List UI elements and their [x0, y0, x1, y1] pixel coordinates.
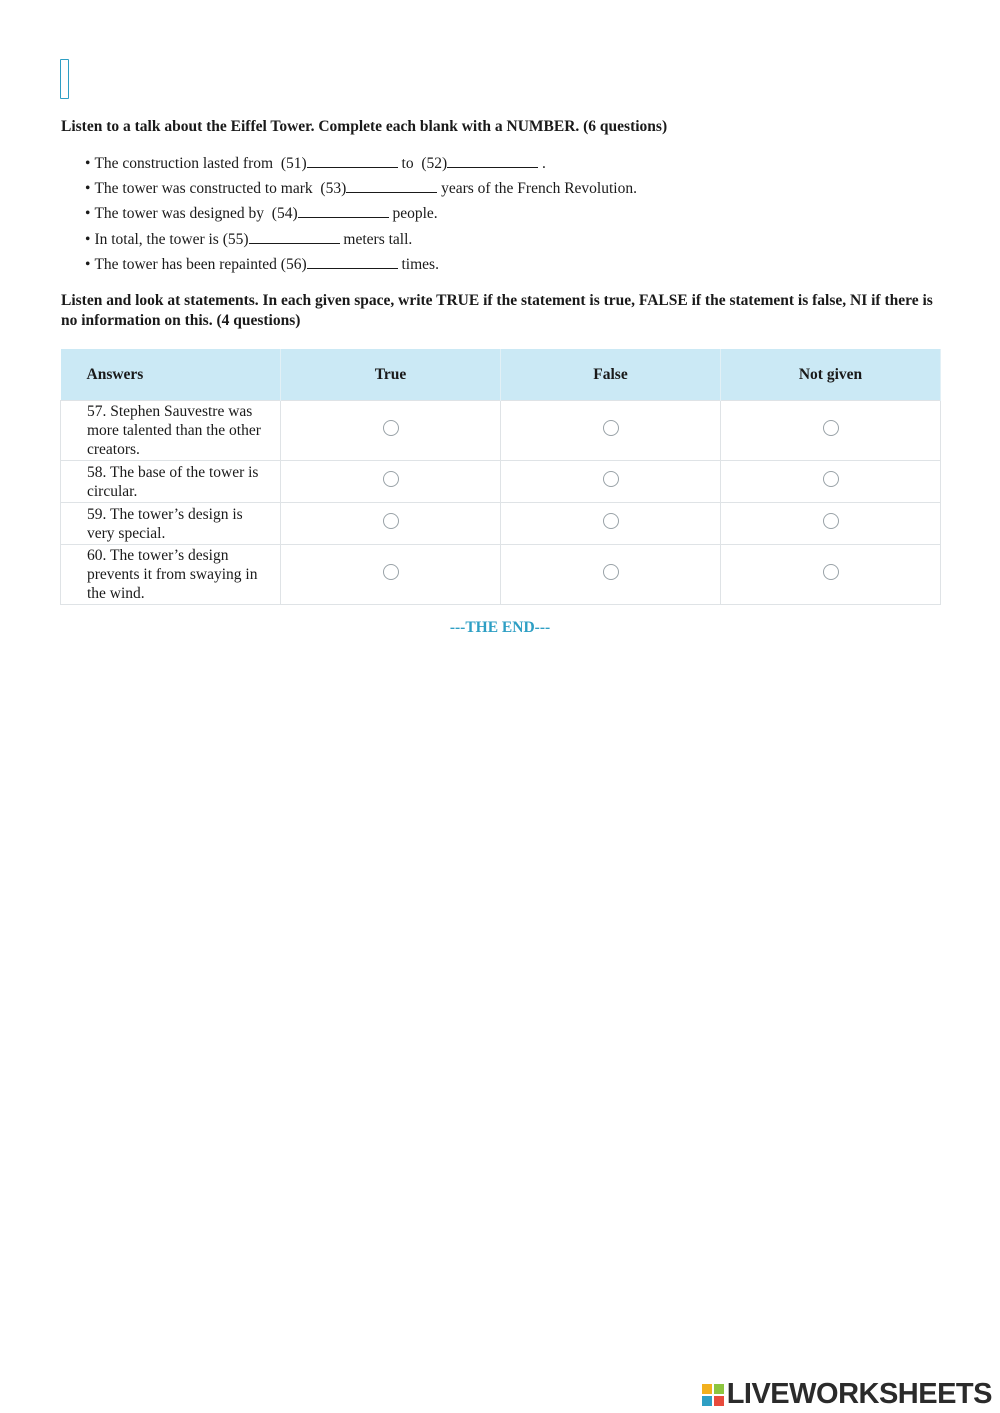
- cell: [721, 401, 941, 461]
- column-header-false: False: [501, 349, 721, 401]
- table-row: [61, 503, 941, 545]
- item-text: In total, the tower is (55): [94, 230, 249, 248]
- bullet-icon: •: [85, 155, 91, 172]
- cell: [501, 401, 721, 461]
- the-end-text: ---THE END---: [449, 619, 551, 636]
- radio-60-not-given[interactable]: [823, 564, 839, 580]
- radio-58-true[interactable]: [383, 471, 399, 487]
- blank-54[interactable]: [298, 203, 389, 218]
- list-item: [85, 176, 637, 201]
- column-header-not-given: Not given: [721, 349, 941, 401]
- item-text: to (52): [397, 155, 448, 172]
- column-header-answers: Answers: [61, 349, 281, 401]
- radio-59-false[interactable]: [603, 513, 619, 529]
- item-text: The tower has been repainted (56): [94, 255, 307, 273]
- section1-heading: Listen to a talk about the Eiffel Tower. Complete each blank with a NUMBER. (6 questions): [61, 118, 668, 135]
- cell: [721, 503, 941, 545]
- radio-58-not-given[interactable]: [823, 471, 839, 487]
- blank-52[interactable]: [447, 153, 538, 168]
- statement-60: 60. The tower’s design prevents it from swaying in the wind.: [61, 545, 281, 605]
- cell: [501, 545, 721, 605]
- cell: [721, 545, 941, 605]
- blank-55[interactable]: [249, 229, 340, 244]
- item-text: years of the French Revolution.: [437, 180, 637, 198]
- item-text: people.: [388, 205, 438, 223]
- item-text: The tower was designed by (54): [94, 205, 298, 223]
- logo-mark-icon: [702, 1384, 724, 1406]
- list-item: [85, 151, 637, 176]
- list-item: [85, 227, 637, 252]
- table-row: [61, 401, 941, 461]
- item-text: .: [538, 155, 546, 172]
- radio-57-true[interactable]: [383, 420, 399, 436]
- radio-58-false[interactable]: [603, 471, 619, 487]
- list-item: [85, 201, 637, 226]
- item-text: times.: [397, 255, 439, 273]
- radio-57-not-given[interactable]: [823, 420, 839, 436]
- table-header-row: [61, 349, 941, 401]
- radio-60-false[interactable]: [603, 564, 619, 580]
- blank-56[interactable]: [307, 254, 398, 269]
- cell: [281, 401, 501, 461]
- item-text: meters tall.: [339, 230, 413, 248]
- radio-59-true[interactable]: [383, 513, 399, 529]
- table-row: [61, 545, 941, 605]
- section2-heading: Listen and look at statements. In each given space, write TRUE if the statement is true, FALSE if the statement is false, NI if there is no information on this. (4 questions): [61, 292, 933, 329]
- column-header-true: True: [281, 349, 501, 401]
- statement-59: 59. The tower’s design is very special.: [61, 503, 281, 545]
- cell: [501, 461, 721, 503]
- item-text: The tower was constructed to mark (53): [94, 180, 347, 198]
- statement-57: 57. Stephen Sauvestre was more talented than the other creators.: [61, 401, 281, 461]
- cell: [281, 545, 501, 605]
- item-text: The construction lasted from (51): [94, 155, 307, 172]
- decorative-bracket-icon: [60, 59, 69, 99]
- bullet-icon: •: [85, 230, 91, 248]
- radio-59-not-given[interactable]: [823, 513, 839, 529]
- radio-57-false[interactable]: [603, 420, 619, 436]
- cell: [721, 461, 941, 503]
- true-false-table: [60, 349, 941, 605]
- cell: [501, 503, 721, 545]
- fill-in-list: [85, 151, 637, 277]
- statement-58: 58. The base of the tower is circular.: [61, 461, 281, 503]
- bullet-icon: •: [85, 255, 91, 273]
- logo-text: LIVEWORKSHEETS: [726, 1378, 992, 1410]
- radio-60-true[interactable]: [383, 564, 399, 580]
- blank-51[interactable]: [307, 153, 398, 168]
- table-row: [61, 461, 941, 503]
- cell: [281, 461, 501, 503]
- cell: [281, 503, 501, 545]
- bullet-icon: •: [85, 180, 91, 198]
- list-item: [85, 252, 637, 277]
- liveworksheets-logo[interactable]: [702, 1378, 992, 1411]
- bullet-icon: •: [85, 205, 91, 223]
- blank-53[interactable]: [346, 178, 437, 193]
